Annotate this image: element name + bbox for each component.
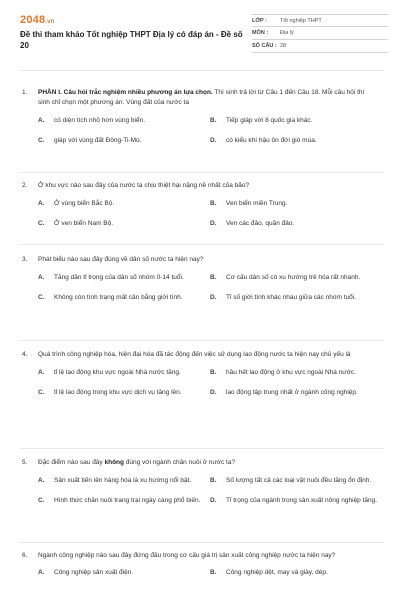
option-letter: A. [38, 117, 45, 124]
answer-options [22, 368, 372, 398]
question-4 [22, 350, 372, 398]
option-text: Tăng dần tỉ trọng của dân số nhóm 0-14 tuổi. [54, 274, 184, 281]
question-text: Ngành công nghiệp nào sau đây đứng đầu trong cơ cấu giá trị sản xuất công nghiệp nước ta hiện nay? [38, 552, 336, 559]
option-c[interactable] [38, 496, 210, 506]
answer-options [22, 199, 372, 229]
question-body-pre: Đặc điểm nào sau đây [38, 459, 105, 466]
question-stem [22, 350, 372, 360]
option-b[interactable] [210, 116, 382, 126]
option-text: Ven biển miền Trung. [226, 200, 288, 207]
option-text: tỉ lệ lao động trong khu vực dịch vụ tăng lên. [54, 389, 182, 396]
option-letter: B. [210, 117, 217, 124]
meta-key: LỚP : [252, 17, 267, 24]
question-separator [20, 172, 384, 173]
option-letter: C. [38, 220, 45, 227]
option-letter: B. [210, 200, 217, 207]
option-text: tỉ lệ lao động khu vực ngoài Nhà nước tăng. [54, 369, 181, 376]
option-d[interactable] [210, 293, 382, 303]
option-text: Tỉ số giới tính khác nhau giữa các nhóm tuổi. [226, 294, 357, 301]
option-letter: C. [38, 137, 45, 144]
option-c[interactable] [38, 293, 210, 303]
option-b[interactable] [210, 568, 382, 578]
header-divider [20, 70, 384, 71]
meta-row-subject [252, 27, 388, 40]
option-c[interactable] [38, 219, 210, 229]
option-letter: D. [210, 137, 217, 144]
option-text: Ở vùng biển Bắc Bộ. [54, 200, 115, 207]
question-separator [20, 244, 384, 245]
logo-main: 2048 [20, 14, 46, 26]
question-separator [20, 340, 384, 341]
option-letter: A. [38, 200, 45, 207]
option-a[interactable] [38, 476, 210, 486]
option-text: Cơ cấu dân số có xu hướng trẻ hóa rất nhanh. [226, 274, 361, 281]
meta-key: MÔN : [252, 30, 269, 36]
option-text: Tỉ trọng của ngành trong sản xuất nông nghiệp tăng. [226, 497, 378, 504]
question-number: 3. [22, 256, 28, 263]
answer-options [22, 273, 372, 303]
option-d[interactable] [210, 388, 382, 398]
option-letter: D. [210, 497, 217, 504]
question-5 [22, 458, 378, 506]
question-number: 4. [22, 351, 28, 358]
question-separator [20, 448, 384, 449]
question-stem [22, 458, 372, 468]
option-a[interactable] [38, 116, 210, 126]
option-text: Công nghiệp sản xuất điện. [54, 569, 134, 576]
option-text: Sản xuất tiến lên hàng hóa là xu hướng nổi bật. [54, 477, 192, 484]
question-1 [22, 88, 372, 146]
question-number: 5. [22, 459, 28, 466]
meta-key: SỐ CÂU : [252, 43, 277, 49]
site-logo[interactable] [20, 14, 55, 26]
option-text: Hình thức chăn nuôi trang trại ngày càng phổ biến. [54, 497, 201, 504]
option-text: Số lượng tất cả các loại vật nuôi đều tăng ổn định. [226, 477, 372, 484]
option-text: Ở ven biển Nam Bộ. [54, 220, 114, 227]
meta-value: Tốt nghiệp THPT [280, 17, 322, 24]
question-2 [22, 181, 372, 229]
question-stem [22, 88, 372, 108]
option-b[interactable] [210, 368, 382, 378]
option-letter: D. [210, 389, 217, 396]
document-title: Đề thi tham khảo Tốt nghiệp THPT Địa lý có đáp án - Đề số 20 [20, 30, 243, 50]
question-number: 2. [22, 182, 28, 189]
option-letter: C. [38, 389, 45, 396]
option-letter: A. [38, 369, 45, 376]
option-a[interactable] [38, 199, 210, 209]
meta-row-count [252, 40, 388, 53]
option-letter: A. [38, 274, 45, 281]
meta-value: Địa lý [280, 30, 294, 36]
question-6 [22, 551, 372, 578]
option-letter: A. [38, 477, 45, 484]
option-c[interactable] [38, 388, 210, 398]
question-3 [22, 255, 372, 303]
option-letter: B. [210, 274, 217, 281]
option-text: Tiếp giáp với 8 quốc gia khác. [226, 117, 313, 124]
option-b[interactable] [210, 476, 382, 486]
question-text: Phát biểu nào sau đây đúng về dân số nước ta hiện nay? [38, 256, 204, 263]
option-letter: B. [210, 369, 217, 376]
option-b[interactable] [210, 199, 382, 209]
question-body: Thí sinh trả lời từ Câu 1 đến Câu 18. Mỗi câu hỏi thí sinh chỉ chọn một phương án. Vùng đất của nước ta [38, 89, 365, 106]
option-a[interactable] [38, 568, 210, 578]
question-body: đúng với ngành chăn nuôi ở nước ta? [123, 459, 236, 466]
meta-row-class [252, 14, 388, 27]
question-stem [22, 255, 372, 265]
option-letter: D. [210, 294, 217, 301]
question-stem [22, 551, 372, 561]
question-number: 1. [22, 89, 28, 96]
answer-options [22, 476, 378, 506]
option-text: có kiểu khí hậu ôn đới gió mùa. [226, 137, 317, 144]
option-d[interactable] [210, 219, 382, 229]
option-letter: B. [210, 477, 217, 484]
question-separator [20, 542, 384, 543]
option-text: Công nghiệp dệt, may và giày, dép. [226, 569, 328, 576]
option-text: Không còn tình trạng mất cân bằng giới tính. [54, 294, 183, 301]
option-text: giáp với vùng đất Đông-Ti-Mo. [54, 137, 142, 144]
option-a[interactable] [38, 273, 210, 283]
option-text: lao động tập trung nhất ở ngành công nghiệp. [226, 389, 358, 396]
option-c[interactable] [38, 136, 210, 146]
question-text: Quá trình công nghiệp hóa, hiện đại hóa đã tác động đến việc sử dụng lao động nước ta hiện nay chủ yếu là [38, 351, 351, 358]
option-letter: D. [210, 220, 217, 227]
option-letter: A. [38, 569, 45, 576]
option-letter: C. [38, 497, 45, 504]
option-letter: B. [210, 569, 217, 576]
option-d[interactable] [210, 136, 382, 146]
option-text: Ven các đảo, quần đảo. [226, 220, 295, 227]
question-text: Ở khu vực nào sau đây của nước ta chịu thiệt hại nặng nề nhất của bão? [38, 182, 250, 189]
option-b[interactable] [210, 273, 382, 283]
exam-info-table [252, 14, 388, 53]
logo-suffix: .vn [45, 19, 55, 25]
question-stem [22, 181, 372, 191]
section-heading: PHẦN I. Câu hỏi trắc nghiệm nhiều phương án lựa chọn. [38, 89, 213, 96]
negation-emphasis: không [104, 459, 124, 466]
option-d[interactable] [210, 496, 382, 506]
page-header [20, 14, 384, 62]
question-text [38, 458, 372, 468]
option-text: có diện tích nhỏ hơn vùng biển. [54, 117, 145, 124]
answer-options [22, 568, 372, 578]
answer-options [22, 116, 372, 146]
question-number: 6. [22, 552, 28, 559]
meta-value: 28 [280, 43, 287, 49]
option-a[interactable] [38, 368, 210, 378]
option-letter: C. [38, 294, 45, 301]
question-text [38, 88, 372, 108]
option-text: hầu hết lao động ở khu vực ngoài Nhà nước. [226, 369, 356, 376]
